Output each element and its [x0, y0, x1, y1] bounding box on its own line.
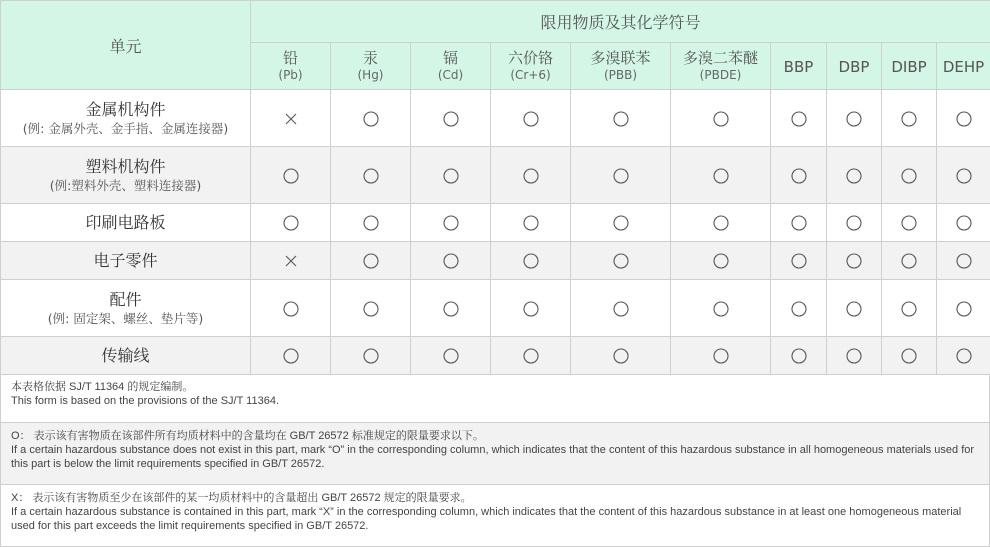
- circle-mark-icon: [362, 214, 380, 232]
- substance-name: 汞: [362, 49, 378, 67]
- substance-status-cell: [331, 280, 411, 337]
- circle-mark-icon: [362, 300, 380, 318]
- substance-status-cell: [251, 147, 331, 204]
- substance-status-cell: [571, 90, 671, 147]
- circle-mark-icon: [845, 300, 863, 318]
- component-cell: [1, 90, 251, 147]
- substance-status-cell: [251, 337, 331, 375]
- substance-status-cell: [251, 280, 331, 337]
- substance-status-cell: [671, 280, 771, 337]
- cross-mark-icon: [282, 252, 300, 270]
- circle-mark-icon: [955, 214, 973, 232]
- substance-status-cell: [882, 90, 937, 147]
- substance-header-hg: [331, 43, 411, 90]
- circle-mark-icon: [790, 110, 808, 128]
- substance-status-cell: [571, 147, 671, 204]
- substance-status-cell: [491, 280, 571, 337]
- substance-status-cell: [251, 204, 331, 242]
- substance-header-bbp: [771, 43, 827, 90]
- substance-name: DBP: [838, 57, 870, 76]
- substance-status-cell: [771, 90, 827, 147]
- circle-mark-icon: [522, 214, 540, 232]
- circle-mark-icon: [845, 167, 863, 185]
- circle-mark-icon: [442, 110, 460, 128]
- circle-mark-icon: [442, 300, 460, 318]
- substance-name: 铅: [282, 49, 298, 67]
- note-en: If a certain hazardous substance is contained in this part, mark “X” in the corresponding column, which indicates that the content of this hazardous substance in at least one homogeneous material used for this part exceeds the limit requirements specified in GB/T 26572.: [11, 506, 962, 532]
- circle-mark-icon: [712, 167, 730, 185]
- substance-status-cell: [671, 242, 771, 280]
- substance-status-cell: [771, 242, 827, 280]
- substance-status-cell: [771, 204, 827, 242]
- substance-status-cell: [771, 337, 827, 375]
- substance-name: BBP: [783, 57, 814, 76]
- component-name: 电子零件: [93, 250, 158, 270]
- substance-status-cell: [411, 280, 491, 337]
- circle-mark-icon: [900, 252, 918, 270]
- circle-mark-icon: [612, 214, 630, 232]
- circle-mark-icon: [522, 252, 540, 270]
- circle-mark-icon: [362, 110, 380, 128]
- component-example: (例: 固定架、螺丝、垫片等): [47, 310, 204, 326]
- substance-status-cell: [671, 90, 771, 147]
- substance-status-cell: [937, 337, 990, 375]
- circle-mark-icon: [712, 300, 730, 318]
- circle-mark-icon: [712, 110, 730, 128]
- substance-header-cr6: [491, 43, 571, 90]
- substance-status-cell: [251, 90, 331, 147]
- circle-mark-icon: [845, 110, 863, 128]
- substance-status-cell: [491, 242, 571, 280]
- note-en: If a certain hazardous substance does not exist in this part, mark “O” in the corresponding column, which indicates that the content of this hazardous substance in all homogeneous materials used for this part is below the limit requirements specified in GB/T 26572.: [11, 444, 975, 470]
- component-name: 金属机构件: [85, 99, 166, 119]
- substance-status-cell: [882, 280, 937, 337]
- substance-name: 多溴二苯醚: [682, 49, 758, 67]
- circle-mark-icon: [442, 252, 460, 270]
- table-row: [1, 147, 990, 204]
- substance-status-cell: [571, 204, 671, 242]
- circle-mark-icon: [900, 347, 918, 365]
- substance-status-cell: [331, 242, 411, 280]
- substance-header-pbde: [671, 43, 771, 90]
- cross-mark-icon: [282, 110, 300, 128]
- substance-status-cell: [827, 204, 882, 242]
- substance-status-cell: [882, 147, 937, 204]
- circle-mark-icon: [790, 214, 808, 232]
- substance-status-cell: [571, 337, 671, 375]
- substance-status-cell: [331, 204, 411, 242]
- substance-status-cell: [411, 90, 491, 147]
- circle-mark-icon: [955, 300, 973, 318]
- circle-mark-icon: [712, 347, 730, 365]
- substance-name: DEHP: [942, 57, 985, 76]
- circle-mark-icon: [282, 300, 300, 318]
- note-zh: O： 表示该有害物质在该部件所有均质材料中的含量均在 GB/T 26572 标准规定的限量要求以下。: [11, 430, 484, 442]
- circle-mark-icon: [442, 214, 460, 232]
- circle-mark-icon: [955, 252, 973, 270]
- circle-mark-icon: [362, 347, 380, 365]
- substance-status-cell: [671, 337, 771, 375]
- substance-status-cell: [251, 242, 331, 280]
- circle-mark-icon: [612, 110, 630, 128]
- circle-mark-icon: [790, 167, 808, 185]
- substance-status-cell: [827, 147, 882, 204]
- note-x-mark: [0, 485, 990, 547]
- component-cell: [1, 280, 251, 337]
- circle-mark-icon: [900, 167, 918, 185]
- table-row: [1, 204, 990, 242]
- substance-status-cell: [882, 337, 937, 375]
- circle-mark-icon: [955, 167, 973, 185]
- circle-mark-icon: [442, 167, 460, 185]
- table-row: [1, 337, 990, 375]
- circle-mark-icon: [282, 167, 300, 185]
- circle-mark-icon: [362, 167, 380, 185]
- substance-header-cd: [411, 43, 491, 90]
- circle-mark-icon: [282, 347, 300, 365]
- component-cell: [1, 147, 251, 204]
- substance-status-cell: [937, 90, 990, 147]
- substance-status-cell: [827, 242, 882, 280]
- substance-status-cell: [827, 90, 882, 147]
- substance-header-dbp: [827, 43, 882, 90]
- substance-status-cell: [491, 90, 571, 147]
- substance-status-cell: [331, 147, 411, 204]
- circle-mark-icon: [612, 347, 630, 365]
- substance-header-dibp: [882, 43, 937, 90]
- substance-status-cell: [827, 280, 882, 337]
- circle-mark-icon: [712, 252, 730, 270]
- substance-symbol: (Pb): [278, 68, 303, 82]
- substance-status-cell: [671, 147, 771, 204]
- unit-header: 单元: [1, 1, 251, 90]
- substance-status-cell: [571, 280, 671, 337]
- substance-symbol: (PBB): [603, 68, 638, 82]
- substance-status-cell: [411, 242, 491, 280]
- header-row-title: [1, 1, 990, 43]
- component-name: 印刷电路板: [85, 212, 166, 232]
- circle-mark-icon: [790, 252, 808, 270]
- table-row: [1, 280, 990, 337]
- substance-status-cell: [937, 242, 990, 280]
- substance-name: DIBP: [891, 57, 927, 76]
- substance-status-cell: [491, 147, 571, 204]
- circle-mark-icon: [282, 214, 300, 232]
- table-body: [1, 90, 990, 375]
- notes-section: [0, 374, 990, 547]
- component-name: 传输线: [101, 345, 150, 365]
- substance-header-pbb: [571, 43, 671, 90]
- component-cell: [1, 242, 251, 280]
- substance-header-dehp: [937, 43, 990, 90]
- component-name: 配件: [109, 289, 142, 309]
- substance-status-cell: [411, 204, 491, 242]
- note-en: This form is based on the provisions of the SJ/T 11364.: [11, 395, 280, 407]
- component-name: 塑料机构件: [85, 156, 166, 176]
- circle-mark-icon: [612, 252, 630, 270]
- circle-mark-icon: [900, 110, 918, 128]
- circle-mark-icon: [790, 300, 808, 318]
- circle-mark-icon: [845, 214, 863, 232]
- substance-status-cell: [771, 280, 827, 337]
- substance-status-cell: [771, 147, 827, 204]
- substance-status-cell: [331, 90, 411, 147]
- substance-group-title: 限用物质及其化学符号: [251, 1, 990, 43]
- circle-mark-icon: [900, 300, 918, 318]
- substance-status-cell: [937, 280, 990, 337]
- substance-status-cell: [491, 204, 571, 242]
- substance-status-cell: [411, 147, 491, 204]
- circle-mark-icon: [612, 167, 630, 185]
- substance-status-cell: [827, 337, 882, 375]
- circle-mark-icon: [522, 110, 540, 128]
- circle-mark-icon: [442, 347, 460, 365]
- table-row: [1, 242, 990, 280]
- substance-symbol: (Hg): [357, 68, 384, 82]
- circle-mark-icon: [955, 110, 973, 128]
- substance-header-pb: [251, 43, 331, 90]
- circle-mark-icon: [612, 300, 630, 318]
- substance-name: 多溴联苯: [590, 49, 651, 67]
- component-example: (例: 金属外壳、金手指、金属连接器): [22, 120, 229, 136]
- table-row: [1, 90, 990, 147]
- note-zh: X： 表示该有害物质至少在该部件的某一均质材料中的含量超出 GB/T 26572 规定的限量要求。: [11, 492, 472, 504]
- substance-symbol: (PBDE): [699, 68, 742, 82]
- substance-status-cell: [937, 204, 990, 242]
- circle-mark-icon: [522, 300, 540, 318]
- substance-status-cell: [937, 147, 990, 204]
- substance-status-cell: [671, 204, 771, 242]
- circle-mark-icon: [845, 252, 863, 270]
- circle-mark-icon: [845, 347, 863, 365]
- note-standard: [0, 374, 990, 423]
- substance-status-cell: [491, 337, 571, 375]
- note-zh: 本表格依据 SJ/T 11364 的规定编制。: [11, 381, 194, 393]
- substance-status-cell: [571, 242, 671, 280]
- component-cell: [1, 204, 251, 242]
- component-example: (例:塑料外壳、塑料连接器): [49, 177, 202, 193]
- circle-mark-icon: [790, 347, 808, 365]
- circle-mark-icon: [712, 214, 730, 232]
- substance-name: 六价铬: [507, 49, 553, 67]
- note-o-mark: [0, 423, 990, 485]
- circle-mark-icon: [522, 167, 540, 185]
- component-cell: [1, 337, 251, 375]
- substance-status-cell: [411, 337, 491, 375]
- substance-status-cell: [882, 242, 937, 280]
- substance-name: 镉: [442, 49, 458, 67]
- circle-mark-icon: [362, 252, 380, 270]
- substance-symbol: (Cr+6): [510, 68, 551, 82]
- circle-mark-icon: [955, 347, 973, 365]
- substance-symbol: (Cd): [437, 68, 464, 82]
- substance-status-cell: [331, 337, 411, 375]
- substance-status-cell: [882, 204, 937, 242]
- circle-mark-icon: [900, 214, 918, 232]
- circle-mark-icon: [522, 347, 540, 365]
